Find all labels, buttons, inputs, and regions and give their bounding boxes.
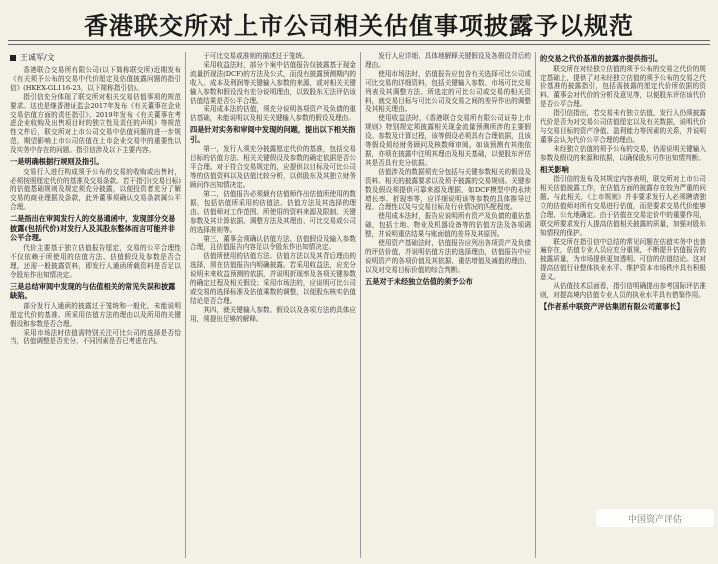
paragraph: 使用成本法时，报告应说明所有资产及负债的重估基础，包括土地、物业及机器设备等的估值方法及各项调整，并说明重估结果与账面值的差异及其原因。	[365, 212, 531, 239]
paragraph: 使用资产基础法时，估值报告应列出各项资产及负债的评估价值，并说明估值方法的选择理由，估值报告中应说明资产的各项价值及其依据、重估增值及减值的理由，以及对交易目标价值的综合判断。	[365, 239, 531, 274]
column-1	[10, 52, 185, 558]
watermark: 中国资产评估	[596, 509, 714, 527]
paragraph: 交易行入进行构成须予公布的交易的收购或出售时，必须按照厘定代价的基准及交易条款。若干指引(交易目标)的估值基础规则及规定须充分披露，以便投资者充分了解交易的商业理据及条款，此外董事须确认交易条款属公平合理。	[10, 167, 181, 212]
paragraph: 指引信指出，若交易未有独立估值，发行人仍须披露代价是否为对交易公司估值厘定以及有关数据，说明代价与交易目标的资产净值、盈利能力等因素的关系，并说明董事会认为代价公平合理的理由。	[540, 109, 706, 144]
section-heading: 相关影响	[540, 164, 569, 174]
paragraph: 采用成本法的估值，须充分说明各项资产及负债的重估基础，未能说明以及相关关键输入参数的假设及理由。	[190, 105, 356, 123]
paragraph: 香港联合交易所有限公司(以下简称联交所)近期发布《有关须予公布的交易中代价厘定及估值披露问题的指引信》(HKEX-GL116-23，以下简称指引信)。	[10, 66, 181, 92]
section-heading: 三是总结审阅中发现的与估值相关的常见失误和披露缺陷。	[10, 281, 176, 301]
paragraph: 未经独立估值的须予公布的交易，仍需说明关键输入参数及假设的来源和依据，以确保股东可作出知情判断。	[540, 144, 706, 162]
paragraph: 联交所在对经独立估值的须予公布的交易之代价的规定基础上，提供了对未经独立估值的须予公布的交易之代价基准的披露指引，包括需披露的厘定代价所依据的资料、董事会对代价的分析及意见等，以便股东评估该代价是否公平合理。	[540, 64, 706, 109]
paragraph: 部分发行人通函的披露过于笼统和一般化，未能说明厘定代价的基准、所采用估值方法的理由以及所用的关键假设和参数是否合理。	[10, 301, 181, 328]
paragraph: 指引信充分体现了联交所对相关交易估值事项的规范要求。这也是继香港证监会2017年发布《有关董事在企业交易估值方面的责任指引》、2019年发布《有关董事在考虑企业收购及出售项目时的独立性及责任的声明》等规范性文件后，联交所对上市公司交易中估值问题的进一步规范，期望影响上市公司估值在上市企业交易中的重要性以及实务中存在的问题。指引信涉及以下主要内容。	[10, 92, 181, 155]
paragraph: 于可比交易或准则的描述过于笼统。	[203, 52, 309, 60]
paragraph: 代价主要基于独立估值报告厘定，交易的公平合理性不仅依赖于所使用的估值方法、估值假设及参数是否合理，还需一般披露资料，即发行人通函所载资料是否足以令股东作出知情决定。	[10, 243, 181, 279]
paragraph: 第一，发行人须充分披露厘定代价的基准，包括交易目标的估值方法、相关关键假设及参数的确定依据是否公平合理。对于符合交易规定的，应提供以目标及可比公司等的估值资料以及估值比较分析，以供股东及其独立财务顾问作出知情决定。	[190, 145, 356, 190]
paragraph: 发行人应详细、具体地解释关键假设及各假设背后的理由。	[365, 52, 531, 69]
paragraph: 使用市场法时，估值报告应包含有关选择可比公司或可比交易的详细资料，包括关键输入参数、市场可比交易列表及其调整方法、所选定的可比公司或交易的相关资料，就交易目标与可比公司及交易之间的差异作出的调整及其相关理由。	[365, 69, 531, 114]
byline-square-icon	[10, 55, 16, 61]
section-heading: 【作者系中联资产评估集团有限公司董事长】	[540, 301, 684, 311]
top-rule	[8, 40, 710, 41]
paragraph: 联交所在指引信中总结的常见问题在估值实务中也普遍存在，估值专业人员应充分重视，不断提升估值报告的披露质量，为市场提供更加透明、可信的估值结论。这对提高估值行业整体执业水平、维护资本市场秩序具有积极意义。	[540, 237, 706, 282]
paragraph: 使用收益法时，《香港联合交易所有限公司证券上市规则》特别规定须披露相关现金流量预测所涉的主要假设、参数及计算过程，该等假设必须具有合理依据，且该等假设须经财务顾问及核数师审阅。如该预测有其他依据，亦须在披露中注明其理由及相关基础，以便股东评估其是否具有充分依据。	[365, 114, 531, 167]
paragraph: 估值所使用的估值方法、估值方法以及其背后理由的选择，须在估值报告内明确披露。若采用收益法，应充分说明未来收益预测的依据，并说明折现率及各项关键参数的确定过程及相关假设；采用市场法的，应说明可比公司或交易的选择标准及估值乘数的调整，以便股东核实估值结论是否合理。	[190, 252, 356, 305]
paragraph: 第三，董事会须确认估值方法、估值假设及输入参数合理，且估值报告内容足以令股东作出知情决定。	[190, 234, 356, 252]
paragraph: 采用市场法时估值需特别关注可比公司的选择是否恰当，估值调整是否充分，不同因素是否已考虑在内。	[10, 328, 181, 346]
top-rule-thin	[8, 44, 710, 45]
section-heading: 的交易之代价基准的披露亦提供指引。	[540, 54, 663, 63]
paragraph: 其四，就关键输入参数、假设以及各项方法的具体应用，须提出足够的解释。	[190, 305, 356, 323]
section-heading: 二是指出在审阅发行人的交易通函中，发现部分交易披露(包括代价)对发行人及其股东整体而言可能并非公平合理。	[10, 214, 176, 243]
paragraph: 指引信的发布及其规定内容表明，联交所对上市公司相关估值披露工作，在估值方面的披露存在较为严重的问题。与此相关，《上市规则》并非要求发行人必须聘请独立的估值师对所有交易进行估值，而是要求交易代价能够合理、公允地确定。由于估值在交易定价中的重要作用，联交所要求发行人提高估值相关披露的质量，加强对股东知情权的保护。	[540, 175, 706, 237]
paragraph: 估值涉及的数据须充分包括与关键参数相关的假设及资料、相关的披露要求以及须予披露的交易规则。关键参数及假设须提供可靠来源及理据，如DCF模型中的永续增长率、折现率等，应详细说明该等参数的具体推导过程、合理性以及与交易目标及行业情况的匹配程度。	[365, 167, 531, 212]
byline-text: 王诚军/文	[20, 53, 55, 62]
paragraph: 从估值技术层面看，指引信明确提出参考国际评估准则，对提高境内估值专业人员的执业水平具有借鉴作用。	[540, 282, 706, 299]
column-3	[360, 52, 535, 558]
section-heading: 四是针对实务和审阅中发现的问题，提出以下相关指引。	[190, 125, 356, 144]
column-4	[535, 52, 710, 558]
article-title: 香港联交所对上市公司相关估值事项披露予以规范	[84, 11, 634, 40]
paragraph: 第二，估值报告必须载有估值师作出估值所使用的数据，包括估值所采用的估值法、估值方法及其选择的理由、估值师对工作范围、所使用的资料来源及限制、关键参数及其计算依据、调整方法及其理由、可比交易或公司的选择准则等。	[190, 189, 356, 234]
byline	[10, 52, 181, 64]
column-2	[185, 52, 360, 558]
paragraph: 采用收益法时，部分个案中估值报告仅披露基于现金流量折现法(DCF)的方法及公式，而没有披露预测期内的收入、成本及利润等关键输入参数的来源，或对相关关键输入参数和假设没有充分说明理由，以致股东无法评估该估值结果是否公平合理。	[190, 60, 356, 105]
section-heading: 一是明确根据行规则及指引。	[10, 157, 104, 167]
section-heading: 五是对于未经独立估值的须予公布	[365, 276, 473, 286]
article-columns	[10, 52, 710, 558]
